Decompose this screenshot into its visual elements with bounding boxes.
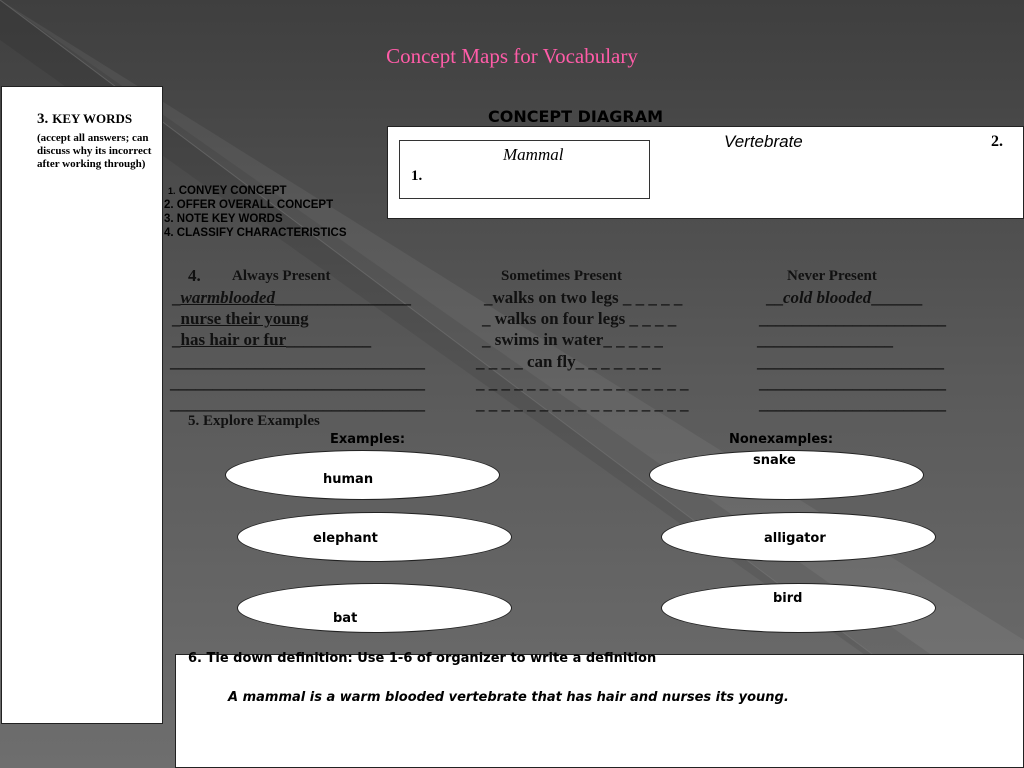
step-2: 2. OFFER OVERALL CONCEPT (164, 199, 334, 211)
header-sometimes-present: Sometimes Present (501, 268, 622, 284)
key-words-number: 3. (37, 111, 49, 127)
key-words-label: KEY WORDS (52, 111, 133, 126)
definition-text: A mammal is a warm blooded vertebrate that has hair and nurses its young. (228, 690, 789, 705)
definition-box (175, 654, 1024, 768)
overall-concept-number: 2. (991, 133, 1003, 150)
explore-label: 5. Explore Examples (188, 413, 320, 429)
overall-concept-text: Vertebrate (724, 132, 803, 151)
key-words-heading (37, 110, 132, 128)
header-never-present: Never Present (787, 268, 877, 284)
always-row: ______________________________ (170, 394, 425, 413)
example-bat: bat (333, 611, 358, 626)
step-4: 4. CLASSIFY CHARACTERISTICS (164, 227, 347, 239)
step-1: 1. CONVEY CONCEPT (168, 185, 287, 197)
tie-down-label: 6. Tie down definition: Use 1-6 of organizer to write a definition (188, 651, 657, 666)
example-elephant: elephant (313, 531, 378, 546)
step-1-text: CONVEY CONCEPT (178, 185, 287, 197)
always-row: _has hair or fur__________ (172, 330, 372, 349)
always-row: _nurse their young (172, 309, 309, 328)
nonexample-alligator: alligator (764, 531, 826, 546)
nonexamples-heading: Nonexamples: (729, 432, 834, 447)
step-3: 3. NOTE KEY WORDS (164, 213, 283, 225)
sometimes-row: _ _ _ _ _ _ _ _ _ _ _ _ _ _ _ _ _ (476, 394, 689, 413)
steps-list (164, 184, 347, 240)
never-value: cold blooded (783, 288, 872, 307)
characteristics-number: 4. (188, 266, 201, 285)
always-row: ______________________________ (170, 352, 425, 371)
example-human: human (323, 472, 374, 487)
never-row: ______________________ (759, 373, 946, 392)
never-row: ______________________ (759, 309, 946, 328)
always-row: ______________________________ (170, 373, 425, 392)
key-words-panel (1, 86, 163, 724)
concept-number: 1. (411, 168, 423, 184)
never-row: ______________________ (759, 394, 946, 413)
always-value: has hair or fur (180, 330, 287, 349)
key-words-note: (accept all answers; can discuss why its incorrect after working through) (37, 132, 152, 170)
sometimes-row: _ walks on four legs _ _ _ _ (482, 309, 677, 328)
nonexample-snake: snake (753, 453, 796, 468)
concept-diagram-heading: CONCEPT DIAGRAM (488, 107, 663, 126)
header-always-present: Always Present (232, 268, 331, 284)
sometimes-row: _ swims in water_ _ _ _ _ (482, 330, 663, 349)
always-row: _warmblooded________________ (172, 288, 411, 307)
slide-title: Concept Maps for Vocabulary (386, 44, 638, 68)
always-value: warmblooded (180, 288, 275, 307)
always-value: nurse their young (180, 309, 309, 328)
sometimes-row: _walks on two legs _ _ _ _ _ (484, 288, 683, 307)
example-oval (237, 583, 512, 633)
never-row: __cold blooded______ (766, 288, 923, 307)
sometimes-row: _ _ _ _ _ _ _ _ _ _ _ _ _ _ _ _ _ (476, 373, 689, 392)
sometimes-row: _ _ _ _ can fly_ _ _ _ _ _ _ (476, 352, 661, 371)
examples-heading: Examples: (330, 432, 406, 447)
never-row: ________________ (757, 330, 893, 349)
nonexample-bird: bird (773, 591, 803, 606)
never-row: ______________________ (757, 352, 944, 371)
concept-text: Mammal (503, 145, 564, 164)
